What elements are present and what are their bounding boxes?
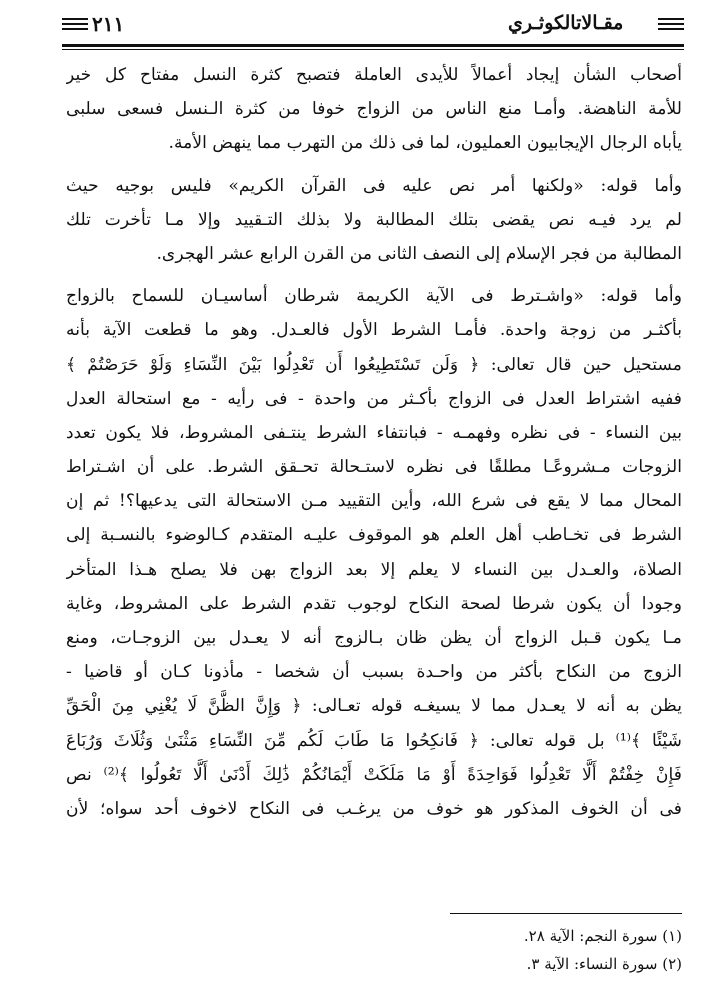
text-line: الصلاة، والعـدل بين النساء لا يعلم إلا بعد الزواج بهن فلا يصلح هـذا المتأخر	[66, 559, 682, 580]
text-line: يأباه الرجال الإيجابيون العمليون، لما فى ذلك من التهرب مما ينهض الأمة.	[168, 133, 682, 154]
header-rule-thin	[62, 49, 684, 50]
header-ornament-left	[62, 18, 88, 33]
text-line: أصحاب الشأن إيجاد أعمالاً للأيدى العاملة فتصبح كثرة النسل مفتاح كل خير	[66, 65, 682, 85]
footnote-rule	[450, 913, 682, 914]
text-line: مستحيل حين قال تعالى: ﴿ وَلَن تَسْتَطِيعُوا أَن تَعْدِلُوا بَيْنَ النِّسَاءِ وَلَوْ حَرَصْتُمْ ﴾	[66, 354, 682, 375]
footnotes	[300, 922, 682, 978]
text-line: الزوج من النكاح بأكثر من واحـدة بسبب أن شخصا - مأذونا كـان أو قاضيا -	[66, 662, 682, 683]
header-rule-thick	[62, 44, 684, 47]
text-line: شَيْئًا ﴾⁽¹⁾ بل قوله تعالى: ﴿ فَانكِحُوا مَا طَابَ لَكُم مِّنَ النِّسَاءِ مَثْنَىٰ وَثُلَاثَ وَرُبَاعَ	[66, 730, 682, 751]
text-line: بين النساء - فى نظره وفهمـه - فبانتفاء الشرط ينتـفى المشروط، فلا يكون تعدد	[66, 422, 682, 443]
text-line: المحال مما لا يقع فى شرع الله، وأين التقييد مـن الاستحالة التى يدعيها؟! ثم إن	[66, 491, 682, 512]
paragraph-1	[66, 58, 682, 161]
text-line: فى أن الخوف المذكور هو خوف من يرغـب فى النكاح لاخوف أحد سواه؛ لأن	[66, 798, 682, 819]
running-header	[0, 0, 701, 50]
footnote-2: (٢) سورة النساء: الآية ٣.	[526, 955, 682, 973]
text-line: وأما قوله: «واشـترط فى الآية الكريمة شرطان أساسيـان للسماح بالزواج	[66, 286, 682, 307]
text-line: بأكثـر من زوجة واحدة. فأمـا الشرط الأول فالعـدل. وهو ما قطعت الآية بأنه	[66, 320, 682, 341]
header-ornament-right	[658, 18, 684, 33]
text-line: يظن به أنه لا يعـدل مما لا يسيغـه قوله تعـالى: ﴿ وَإِنَّ الظَّنَّ لَا يُغْنِي مِنَ الْحَقِّ	[66, 696, 682, 717]
text-line: المطالبة من فجر الإسلام إلى النصف الثانى من القرن الرابع عشر الهجرى.	[156, 243, 682, 264]
page-number: ٢١١	[92, 12, 125, 36]
text-line: وأما قوله: «ولكنها أمر نص عليه فى القرآن الكريم» فليس بوجيه حيث	[66, 175, 682, 196]
body-text	[66, 58, 682, 834]
text-line: لم يرد فيـه نص يقضى بتلك المطالبة ولا بذلك التـقييد وإلا مـا تأخرت تلك	[66, 209, 682, 230]
paragraph-3	[66, 279, 682, 826]
text-line: فَإِنْ خِفْتُمْ أَلَّا تَعْدِلُوا فَوَاحِدَةً أَوْ مَا مَلَكَتْ أَيْمَانُكُمْ ذَٰلِكَ أَدْنَىٰ أَلَّا تَعُولُوا ﴾⁽²⁾ نص	[66, 764, 682, 785]
paragraph-2	[66, 169, 682, 272]
text-line: ففيه اشتراط العدل فى الزواج بأكـثر من واحدة - فى رأيه - مع استحالة العدل	[66, 388, 682, 409]
footnote-1: (١) سورة النجم: الآية ٢٨.	[523, 927, 682, 945]
text-line: للأمة الناهضة. وأمـا منع الناس من الزواج خوفا من كثرة الـنسل فسعى سلبى	[66, 99, 682, 120]
text-line: الشرط فى تخـاطب أهل العلم هو الموقوف عليـه المتقدم كـالوضوء بالنسـبة إلى	[66, 525, 682, 546]
text-line: وجودا أن يكون شرطا لصحة النكاح لوجوب تقدم الشرط على المشروط، وغاية	[66, 593, 682, 614]
text-line: مـا يكون قـبل الزواج أن يظن ظان بـالزوج أنه لا يعـدل بين الزوجـات، ومنع	[66, 628, 682, 648]
text-line: الزوجات مـشروعًـا مطلقًا فى نظره لاستـحالة تحـقق الشرط. على أن اشـتراط	[66, 457, 682, 478]
running-title: مقـالاتالكوثـري	[508, 12, 624, 34]
